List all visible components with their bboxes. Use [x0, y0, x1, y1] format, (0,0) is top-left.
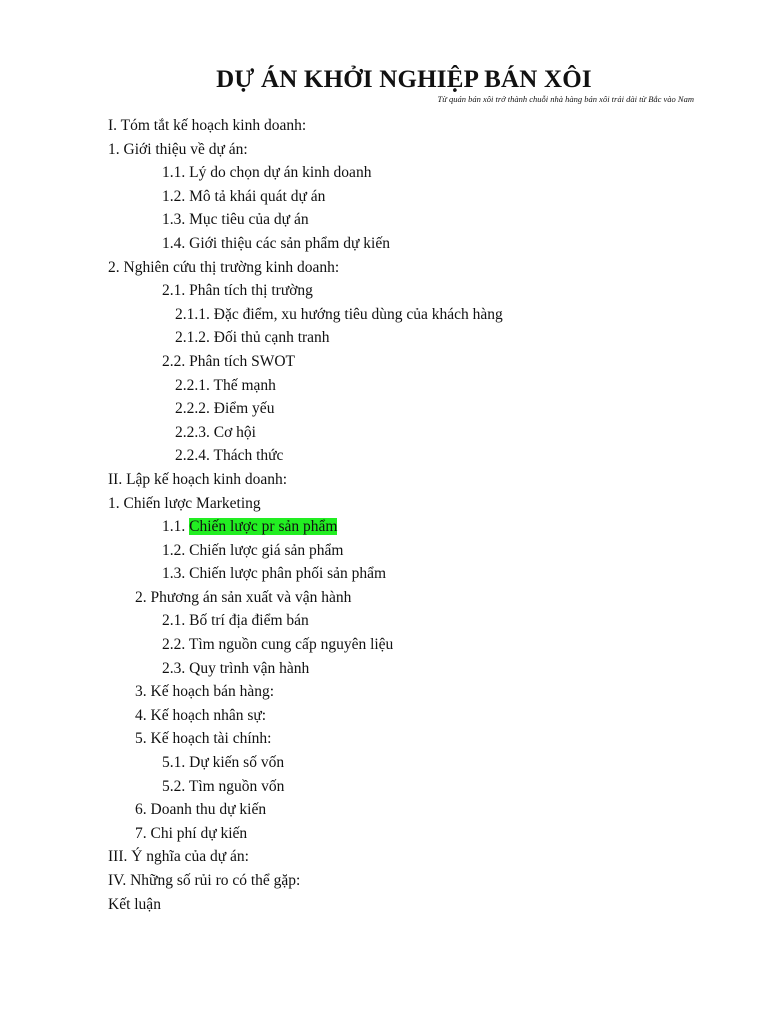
- toc-section-heading: III. Ý nghĩa của dự án:: [108, 848, 249, 866]
- toc-item: 5.1. Dự kiến số vốn: [162, 754, 285, 772]
- toc-section-heading: IV. Những số rủi ro có thể gặp:: [108, 872, 301, 889]
- toc-item: 7. Chi phí dự kiến: [135, 824, 248, 842]
- toc-item: 2.1. Phân tích thị trường: [162, 282, 313, 300]
- toc-item: 2.1. Bố trí địa điểm bán: [162, 612, 309, 630]
- toc-item: 2.2.2. Điểm yếu: [175, 400, 275, 418]
- toc-item: 1.1. Lý do chọn dự án kinh doanh: [162, 164, 372, 182]
- toc-item: 2. Nghiên cứu thị trường kinh doanh:: [108, 258, 340, 276]
- toc-item: 1. Chiến lược Marketing: [108, 494, 261, 512]
- toc-section-heading: I. Tóm tắt kế hoạch kinh doanh:: [108, 117, 307, 134]
- toc-item: 6. Doanh thu dự kiến: [135, 801, 267, 819]
- toc-item: 1.3. Chiến lược phân phối sản phẩm: [162, 565, 387, 583]
- toc-item: 2.2.4. Thách thức: [175, 447, 284, 465]
- toc-item: 4. Kế hoạch nhân sự:: [135, 706, 267, 724]
- toc-item: 3. Kế hoạch bán hàng:: [135, 683, 275, 701]
- toc-item: 2.1.2. Đối thủ cạnh tranh: [175, 329, 330, 347]
- toc-item: 2.2. Phân tích SWOT: [162, 352, 296, 370]
- toc-item: 1.2. Mô tả khái quát dự án: [162, 187, 326, 205]
- toc-item: 2.2.1. Thế mạnh: [175, 376, 276, 394]
- toc-item: 1.4. Giới thiệu các sản phẩm dự kiến: [162, 234, 390, 252]
- highlighted-text: Chiến lược pr sản phẩm: [189, 518, 338, 536]
- toc-item: 1.2. Chiến lược giá sản phẩm: [162, 541, 344, 559]
- document-title: DỰ ÁN KHỞI NGHIỆP BÁN XÔI: [216, 66, 592, 93]
- toc-item-highlighted: 1.1. Chiến lược pr sản phẩm: [162, 518, 338, 536]
- toc-item: 5.2. Tìm nguồn vốn: [162, 777, 285, 795]
- toc-item: 1. Giới thiệu về dự án:: [108, 140, 248, 158]
- table-of-contents: [0, 114, 768, 916]
- toc-section-heading: Kết luận: [108, 895, 161, 913]
- toc-item: 2.2. Tìm nguồn cung cấp nguyên liệu: [162, 636, 394, 654]
- toc-item: 2.3. Quy trình vận hành: [162, 659, 310, 677]
- toc-item: 2. Phương án sản xuất và vận hành: [135, 588, 352, 606]
- toc-item: 1.3. Mục tiêu của dự án: [162, 211, 309, 229]
- document-subtitle: Từ quán bán xôi trở thành chuỗi nhà hàng bán xôi trải dài từ Bắc vào Nam: [437, 94, 694, 104]
- toc-section-heading: II. Lập kế hoạch kinh doanh:: [108, 470, 288, 488]
- toc-item: 2.1.1. Đặc điểm, xu hướng tiêu dùng của khách hàng: [175, 305, 503, 323]
- toc-item: 2.2.3. Cơ hội: [175, 423, 256, 441]
- toc-item: 5. Kế hoạch tài chính:: [135, 730, 272, 748]
